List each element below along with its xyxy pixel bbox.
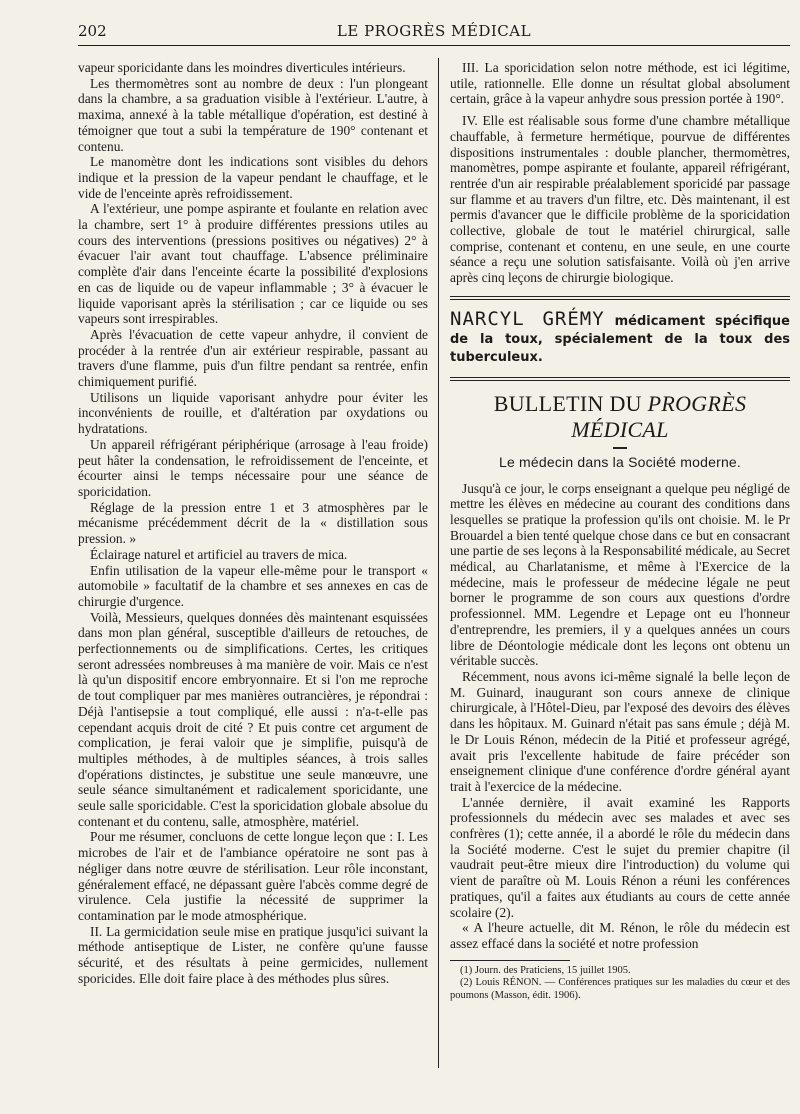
paragraph: Jusqu'à ce jour, le corps enseignant a quelque peu négligé de mettre les élèves en médecine au courant des conditions dans lesquelles se pratique la profession qu'ils ont choisie. M. le Pr Brouardel a bien tenté quelque chose dans ce but en consacrant une partie de ses leçons à la Responsabilité médicale, au Secret médical, au Charlatanisme, et même à l'Exercice de la médecine, mais le professeur de médecine légale ne peut borner le programme de son cours aux questions d'ordre professionnel. MM. Legendre et Lepage ont eu l'honneur d'entreprendre, les premiers, il y a quelques années un cours libre de Déontologie médicale dont les leçons ont obtenu un véritable succès.	[450, 480, 790, 669]
bulletin-title-italic: PROGRÈS MÉDICAL	[571, 390, 747, 442]
article-title: Le médecin dans la Société moderne.	[498, 453, 742, 470]
paragraph: « A l'heure actuelle, dit M. Rénon, le rôle du médecin est assez effacé dans la société et notre profession	[450, 920, 790, 951]
paragraph: vapeur sporicidante dans les moindres diverticules intérieurs.	[78, 60, 406, 75]
paragraph: Pour me résumer, concluons de cette longue leçon que : I. Les microbes de l'air et de l'ambiance opératoire ne sont pas à négliger dans notre œuvre de stérilisation. Leur rôle inconstant, généralement effacé, ne dépassant guère l'abcès comme degré de virulence. Cela justifie la nécessité de supprimer la contamination par le mode atmosphérique.	[78, 829, 428, 923]
ad-brand: NARCYL GRÉMY	[450, 307, 605, 330]
paragraph: A l'extérieur, une pompe aspirante et foulante en relation avec la chambre, sert 1° à produire différentes pressions utiles au cours des interventions (pressions positives ou négatives) 2° à évacuer l'air avant tout chauffage. L'absence préliminaire complète d'air dans l'enceinte écarte la possibilité d'explosions en cas de liquide ou de vapeur inflammable ; 3° à évacuer le liquide vaporisant après la stérilisation ; car ce liquide ou ses vapeurs sont irrespirables.	[78, 201, 428, 327]
paragraph: III. La sporicidation selon notre méthode, est ici légitime, utile, rationnelle. Elle donne un résultat global absolument certain, grâce à la vapeur anhydre sous pression portée à 190°.	[450, 60, 790, 107]
paragraph: Le manomètre dont les indications sont visibles du dehors indique et la pression de la vapeur pendant le chauffage, et le vide de l'enceinte après refroidissement.	[78, 154, 428, 201]
footnotes	[450, 965, 790, 1003]
ad-text: médicament spécifique de la toux, spécialement de la toux des tuberculeux.	[450, 313, 790, 365]
paragraph: L'année dernière, il avait examiné les Rapports professionnels du médecin avec ses malades et avec ses confrères (1); cette année, il a abordé le rôle du médecin dans la Société moderne. C'est le sujet du premier chapitre (il vaudrait peut-être mieux dire l'introduction) du volume qui vient de paraître où M. Louis Rénon a réuni les conférences pratiques, qu'il a faites aux étudiants au cours de cette année scolaire (2).	[450, 794, 790, 920]
journal-title: LE PROGRÈS MÉDICAL	[336, 22, 532, 40]
page-number: 202	[78, 22, 107, 40]
column-divider	[438, 58, 439, 1068]
section-rule	[450, 377, 790, 381]
footnote: (2) Louis RÉNON. — Conférences pratiques sur les maladies du cœur et des poumons (Masson, édit. 1906).	[450, 977, 790, 1001]
advertisement	[450, 307, 790, 367]
paragraph: Récemment, nous avons ici-même signalé la belle leçon de M. Guinard, inaugurant son cours annexe de clinique chirurgicale, à l'Hôtel-Dieu, par l'exposé des devoirs des élèves dans les hôpitaux. M. Guinard n'était pas sans émule ; déjà M. le Dr Louis Rénon, médecin de la Pitié et professeur agrégé, avait pris l'excellente habitude de faire précéder son enseignement clinique d'une conférence d'ordre général ayant trait à l'exercice de la médecine.	[450, 668, 790, 794]
footnote-rule	[450, 960, 570, 961]
page-header	[78, 20, 790, 42]
left-column	[78, 60, 428, 986]
paragraph: II. La germicidation seule mise en pratique jusqu'ici suivant la méthode antiseptique de Lister, ne confère qu'une fausse sécurité, et des résultats à peine germicides, nullement sporicides. Elle doit faire place à des méthodes plus sûres.	[78, 923, 428, 986]
paragraph: Après l'évacuation de cette vapeur anhydre, il convient de procéder à la rentrée d'un air extérieur respirable, passant au travers d'une flamme, puis d'un filtre pendant sa rentrée, enfin chimiquement purifié.	[78, 326, 428, 390]
paragraph: Enfin utilisation de la vapeur elle-même pour le transport « automobile » facultatif de la chambre et ses annexes en cas de chirurgie d'urgence.	[78, 562, 428, 609]
paragraph: Utilisons un liquide vaporisant anhydre pour éviter les inconvénients de rouille, et d'altération par oxydations ou hydratations.	[78, 389, 428, 437]
paragraph: Voilà, Messieurs, quelques données dès maintenant esquissées dans mon plan général, susceptible d'ailleurs de retouches, de perfectionnements ou de simplifications. Certes, les critiques seront adressées nombreuses à ma manière de voir. Mais ce n'est là qu'un dispositif encore embryonnaire. Et si l'on me reproche de tout compliquer par mes manières outrancières, je répondrai : Déjà l'antisepsie a tout compliqué, elle aussi : n'a-t-elle pas cependant acquis droit de cité ? Et puis contre cet argument de complication, je ferai valoir que je simplifie, puisqu'à de multiples méthodes, à de multiples séances, à trois salles d'opérations distinctes, je substitue une seule manœuvre, une seule séance simultanément et radicalement sporicidante, une seule salle sporicidable. C'est la sporicidation globale absolue du contenant et du contenu, salle, atmosphère, matériel.	[78, 609, 428, 829]
section-rule	[450, 296, 790, 300]
paragraph: Réglage de la pression entre 1 et 3 atmosphères par le mécanisme précédemment décrit de la « distillation sous pression. »	[78, 499, 428, 547]
bulletin-title-prefix: BULLETIN DU	[493, 390, 642, 416]
paragraph: IV. Elle est réalisable sous forme d'une chambre métallique chauffable, à fermeture hermétique, pourvue de différentes dispositions instrumentales : double plancher, thermomètres, manomètres, pompe aspirante et foulante, appareil réfrigérant, rentrée d'un air respirable préalablement sporicidé par passage sur flamme et au travers d'un filtre, etc. Dès maintenant, il est permis d'avancer que le difficile problème de la sporicidation collective, globale de tout le matériel chirurgical, salle comprise, contenant et contenu, en une seule, en une courte séance a reçu une solution satisfaisante. Voilà où j'en arrive après cinq leçons de chirurgie biologique.	[450, 113, 790, 286]
bulletin-title	[450, 391, 790, 443]
paragraph: Les thermomètres sont au nombre de deux : l'un plongeant dans la chambre, a sa graduation visible à l'extérieur. L'autre, à maxima, annexé à la table métallique d'opération, est destiné à témoigner que tout a subi la température de 190° contenant et contenu.	[78, 75, 428, 154]
footnote: (1) Journ. des Praticiens, 15 juillet 1905.	[460, 964, 631, 976]
header-rule	[78, 45, 790, 46]
paragraph: Éclairage naturel et artificiel au travers de mica.	[90, 546, 348, 562]
right-column	[450, 60, 790, 1002]
title-dash	[613, 447, 627, 449]
paragraph: Un appareil réfrigérant périphérique (arrosage à l'eau froide) peut hâter la condensation, le refroidissement de l'enceinte, et écourter ainsi le temps nécessaire pour une séance de sporicidation.	[78, 436, 428, 499]
